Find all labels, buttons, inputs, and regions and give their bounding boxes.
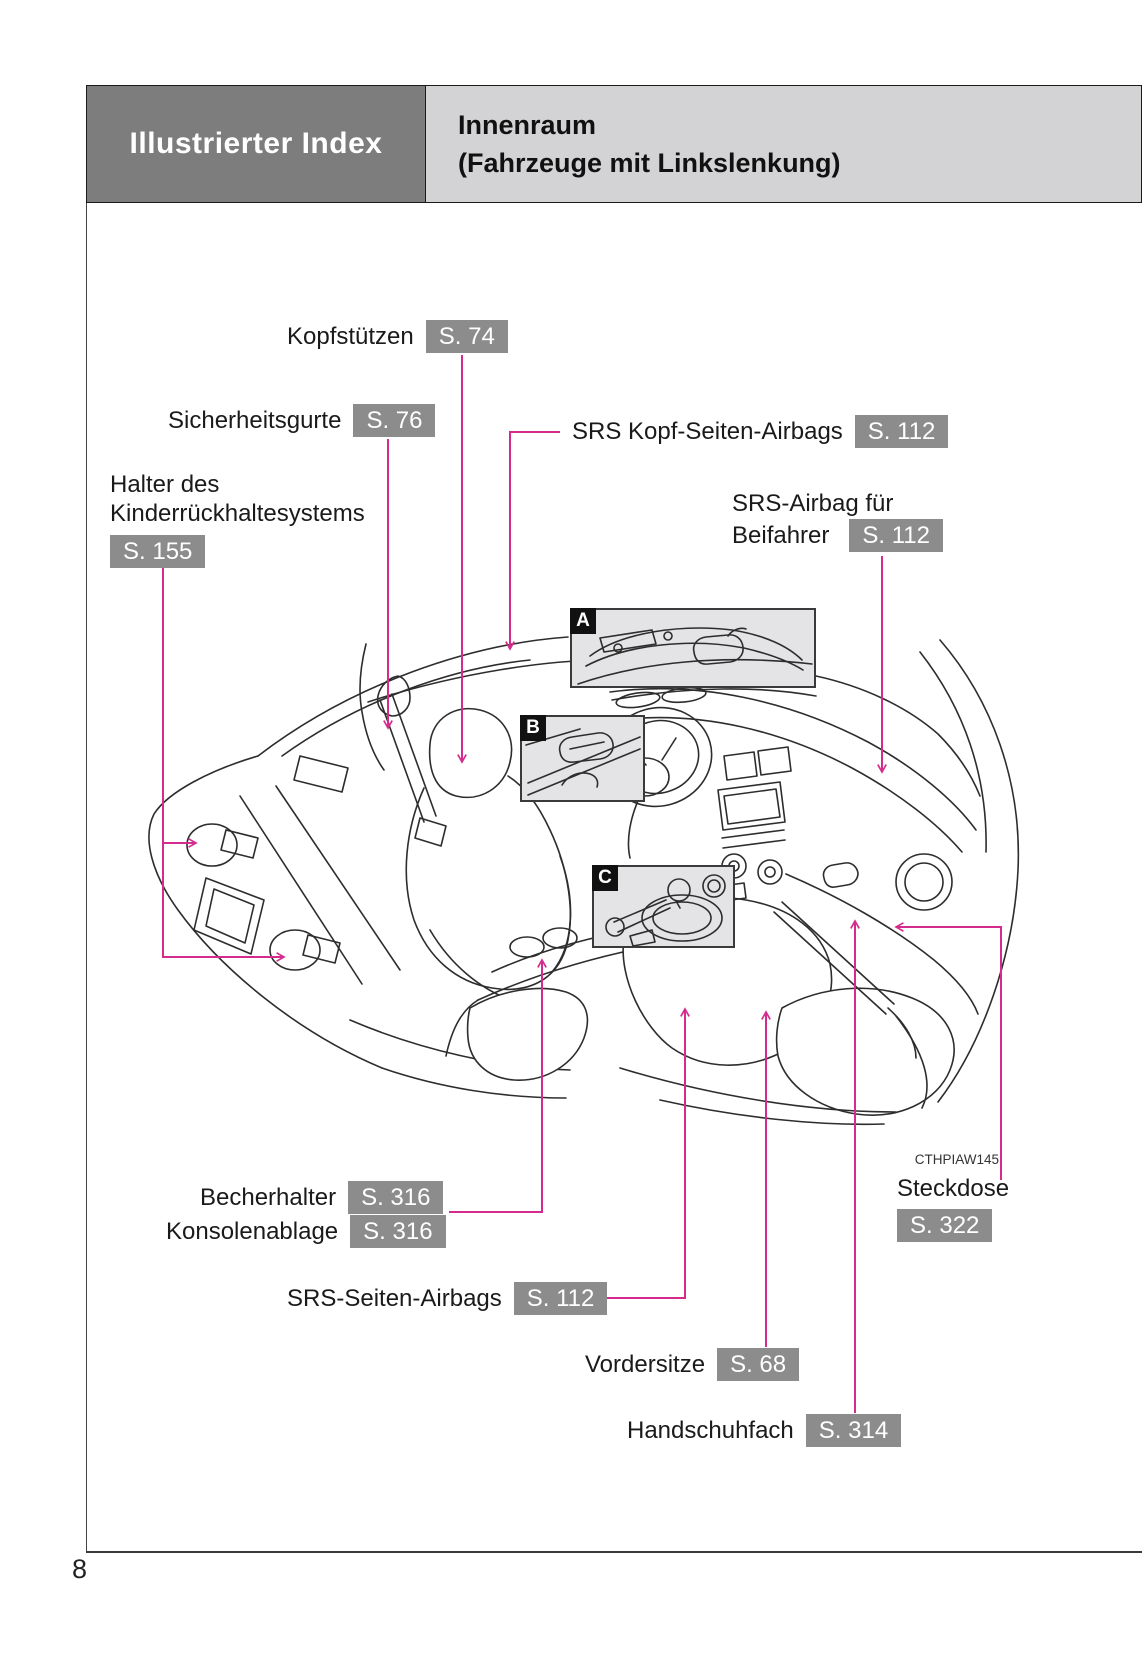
section-title-line1: Innenraum: [458, 110, 597, 140]
connector-kinderrueckhalte-main: [163, 568, 284, 957]
callout-label-line2: Kinderrückhaltesystems: [110, 500, 365, 527]
page-number: 8: [72, 1554, 88, 1584]
gear-shift-knob: [668, 879, 690, 901]
console-armrest: [468, 989, 588, 1081]
inset-c-label: C: [592, 865, 618, 891]
inset-box-a: [570, 608, 816, 688]
index-title: Illustrierter Index: [87, 86, 426, 202]
callout-label-line1: SRS-Airbag für: [732, 490, 894, 517]
inset-b-label: B: [520, 715, 546, 741]
callout-label: Steckdose: [897, 1175, 1010, 1202]
front-seat-cushion: [777, 988, 954, 1115]
callout-sicherheitsgurte: [168, 404, 435, 437]
callout-kinderrueckhaltesystem: [110, 470, 365, 568]
section-title-line2: (Fahrzeuge mit Linkslenkung): [458, 148, 841, 178]
dashboard: [610, 689, 976, 830]
callout-handschuhfach: [627, 1414, 901, 1447]
page-ref-badge: S. 76: [353, 404, 435, 437]
callout-label: Becherhalter: [200, 1183, 337, 1211]
callout-label-line1: Halter des: [110, 471, 220, 498]
handbrake-lever: [614, 900, 666, 922]
callout-label: Sicherheitsgurte: [168, 406, 342, 434]
callout-kopfstuetzen: [287, 320, 508, 353]
inset-a-sketch: [572, 610, 814, 686]
page-ref-badge: S. 316: [350, 1215, 445, 1248]
page-ref-badge: S. 112: [514, 1282, 608, 1315]
callout-becherhalter: [200, 1181, 443, 1214]
page-ref-badge: S. 68: [717, 1348, 799, 1381]
page-ref-badge: S. 314: [806, 1414, 901, 1447]
callout-srs-seiten-airbags: [287, 1282, 607, 1315]
callout-label: Handschuhfach: [627, 1416, 794, 1444]
headrest: [430, 709, 512, 798]
connector-srs-seiten-airbags: [607, 1009, 685, 1298]
inset-box-c: [592, 865, 735, 948]
door-handle: [560, 733, 613, 762]
callout-label: SRS Kopf-Seiten-Airbags: [572, 417, 843, 445]
callout-label-line2: Beifahrer: [732, 521, 830, 549]
callout-label: SRS-Seiten-Airbags: [287, 1284, 502, 1312]
inset-box-b: [520, 715, 645, 802]
page-ref-badge: S. 74: [426, 320, 508, 353]
callout-label: Vordersitze: [585, 1350, 706, 1378]
callout-vordersitze: [585, 1348, 799, 1381]
page-ref-badge: S. 316: [348, 1181, 443, 1214]
connector-srs-kopf-seiten-airbags: [510, 432, 560, 649]
inset-a-label: A: [570, 608, 596, 634]
callout-label: Konsolenablage: [166, 1217, 339, 1245]
callout-steckdose: [897, 1152, 1015, 1242]
callout-label: Kopfstützen: [287, 322, 414, 350]
callout-srs-airbag-beifahrer: [732, 490, 943, 552]
page-ref-badge: S. 322: [897, 1209, 992, 1242]
page-ref-badge: S. 112: [855, 415, 949, 448]
car-interior-line-art: [149, 637, 1018, 1124]
page-ref-badge: S. 112: [849, 519, 943, 552]
callout-konsolenablage: [166, 1215, 446, 1248]
page-ref-badge: S. 155: [110, 535, 205, 568]
cup-holder: [543, 928, 577, 948]
callout-srs-kopf-seiten-airbags: [572, 415, 948, 448]
figure-code: CTHPIAW145: [914, 1152, 999, 1167]
